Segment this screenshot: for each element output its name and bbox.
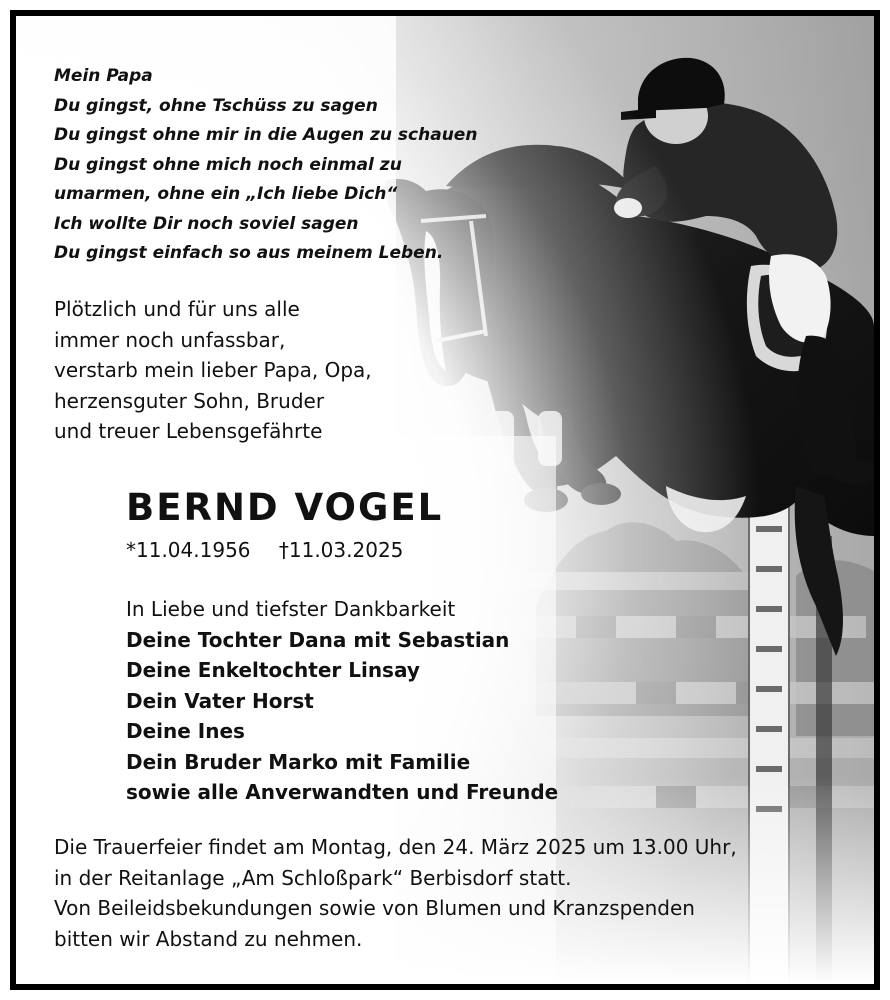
funeral-info-line: bitten wir Abstand zu nehmen. xyxy=(54,926,363,951)
mourner-entry: Deine Tochter Dana mit Sebastian xyxy=(126,627,510,652)
poem-line: Du gingst einfach so aus meinem Leben. xyxy=(54,243,444,263)
birth-date: *11.04.1956 xyxy=(126,538,251,562)
announcement-intro xyxy=(54,294,474,447)
poem-line: Mein Papa xyxy=(54,66,153,86)
intro-line: und treuer Lebensgefährte xyxy=(54,419,323,443)
mourner-entry: Dein Vater Horst xyxy=(126,688,314,713)
mourner-entry: sowie alle Anverwandten und Freunde xyxy=(126,780,559,804)
life-dates xyxy=(126,538,403,562)
intro-line: herzensguter Sohn, Bruder xyxy=(54,388,325,413)
funeral-info-line: Die Trauerfeier findet am Montag, den 24. März 2025 um 13.00 Uhr, xyxy=(54,835,737,859)
mourner-entry: Deine Ines xyxy=(126,719,245,743)
intro-line: Plötzlich und für uns alle xyxy=(54,297,300,321)
deceased-name: BERND VOGEL xyxy=(126,486,444,529)
poem-line: Du gingst ohne mich noch einmal zu xyxy=(54,154,402,175)
poem-line: umarmen, ohne ein „Ich liebe Dich“ xyxy=(54,184,398,204)
poem xyxy=(54,62,478,269)
death-date: †11.03.2025 xyxy=(278,538,404,562)
intro-line: verstarb mein lieber Papa, Opa, xyxy=(54,358,372,382)
mourner-entry: Dein Bruder Marko mit Familie xyxy=(126,749,471,774)
mourner-entry: Deine Enkeltochter Linsay xyxy=(126,658,420,682)
funeral-information xyxy=(54,832,854,954)
poem-line: Du gingst, ohne Tschüss zu sagen xyxy=(54,95,378,116)
intro-line: immer noch unfassbar, xyxy=(54,327,286,352)
poem-line: Du gingst ohne mir in die Augen zu schauen xyxy=(54,125,478,145)
poem-line: Ich wollte Dir noch soviel sagen xyxy=(54,213,359,234)
funeral-info-line: in der Reitanlage „Am Schloßpark“ Berbisdorf statt. xyxy=(54,865,572,890)
funeral-info-line: Von Beileidsbekundungen sowie von Blumen und Kranzspenden xyxy=(54,896,695,920)
mourners-intro: In Liebe und tiefster Dankbarkeit xyxy=(126,597,456,621)
mourners-list xyxy=(126,594,646,808)
obituary-frame xyxy=(10,10,880,990)
